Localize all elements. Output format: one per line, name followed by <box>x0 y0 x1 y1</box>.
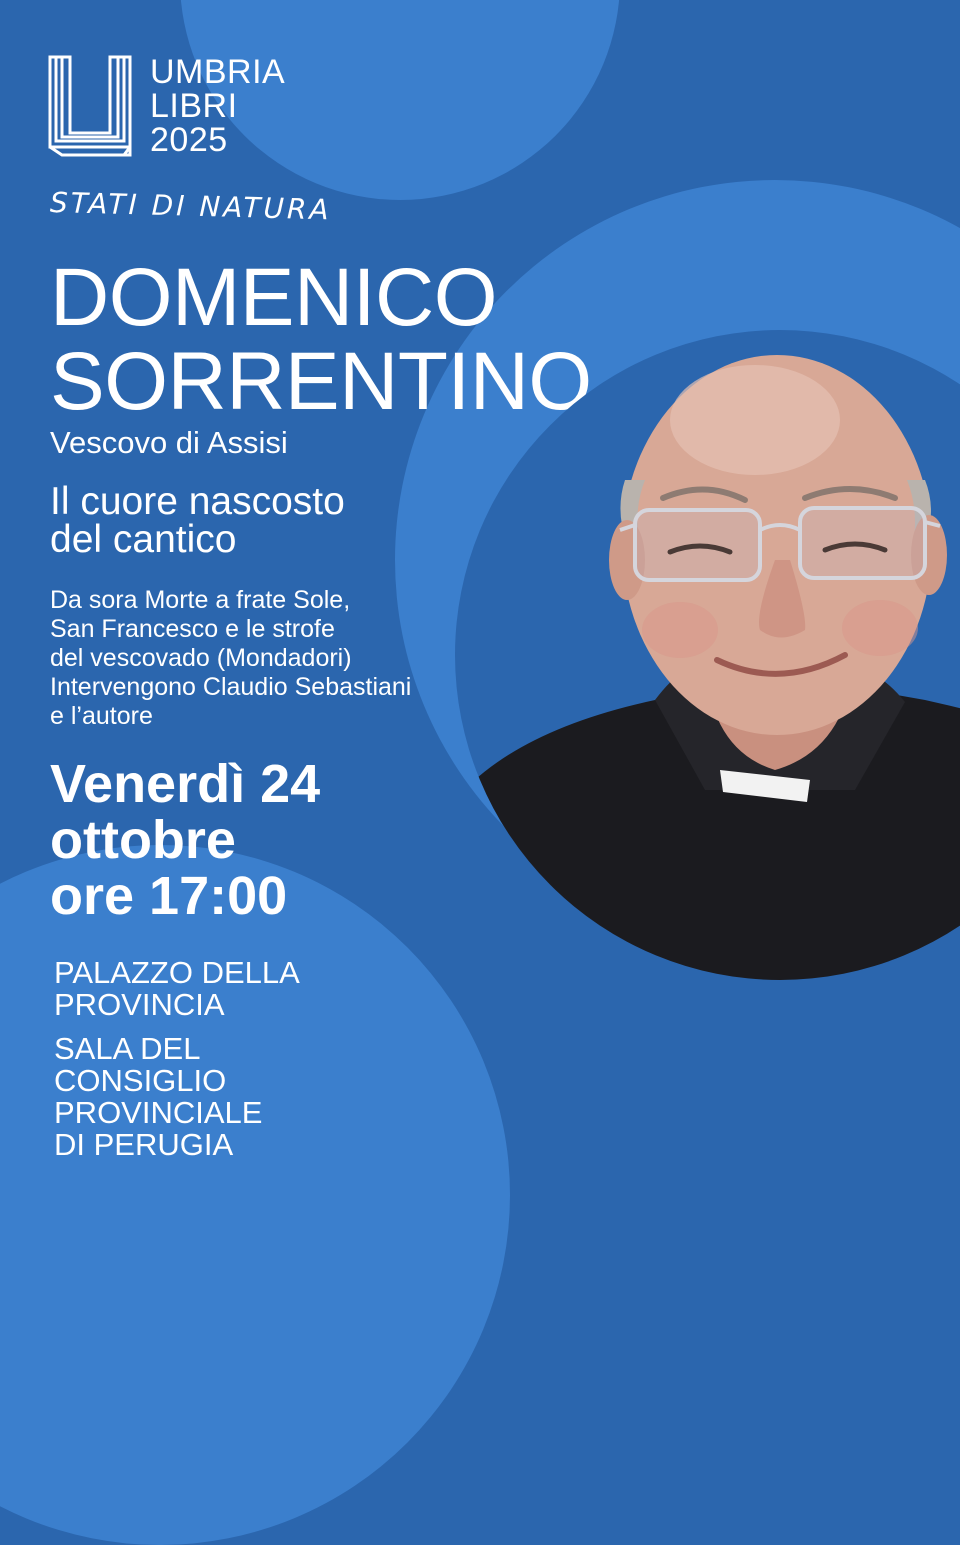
speaker-role: Vescovo di Assisi <box>50 425 288 460</box>
date-line: ore 17:00 <box>50 866 288 926</box>
venue-line: PROVINCIA <box>54 987 225 1022</box>
decor-circle-bottom <box>0 845 510 1545</box>
logo-wordmark <box>150 55 285 157</box>
venue-line: PALAZZO DELLA <box>54 955 300 990</box>
speaker-name <box>50 252 592 427</box>
book-title-line: del cantico <box>50 518 237 561</box>
event-datetime <box>50 756 320 924</box>
event-venue <box>54 957 300 1161</box>
description-line: Intervengono Claudio Sebastiani <box>50 673 412 701</box>
umbria-libri-logo-icon <box>48 55 132 157</box>
book-title-line: Il cuore nascosto <box>50 480 345 523</box>
description-line: Da sora Morte a frate Sole, <box>50 586 351 614</box>
festival-tagline: STATI DI NATURA <box>49 186 333 227</box>
date-line: Venerdì 24 <box>50 754 321 814</box>
description-line: San Francesco e le strofe <box>50 615 335 643</box>
speaker-name-line: DOMENICO <box>50 252 497 343</box>
book-title <box>50 480 345 561</box>
logo-line: LIBRI <box>150 87 238 125</box>
description-line: e l’autore <box>50 702 153 730</box>
book-description <box>50 586 411 731</box>
venue-line: PROVINCIALE <box>54 1095 263 1130</box>
venue-line: CONSIGLIO <box>54 1063 227 1098</box>
logo-line: UMBRIA <box>150 53 286 91</box>
logo-line: 2025 <box>150 121 228 159</box>
speaker-name-line: SORRENTINO <box>50 336 592 427</box>
venue-line: SALA DEL <box>54 1031 201 1066</box>
venue-line: DI PERUGIA <box>54 1127 234 1162</box>
date-line: ottobre <box>50 810 236 870</box>
description-line: del vescovado (Mondadori) <box>50 644 352 672</box>
